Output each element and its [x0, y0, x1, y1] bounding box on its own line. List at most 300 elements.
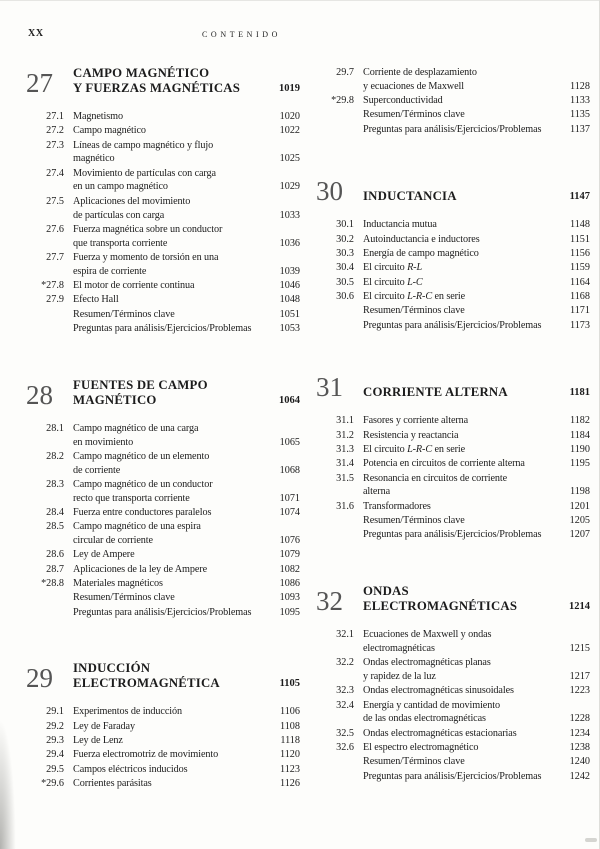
entry-page-number: 1242 [569, 770, 590, 782]
toc-entry-list [328, 628, 590, 783]
entry-title [73, 478, 275, 506]
toc-entry [328, 66, 590, 94]
entry-number: 27.6 [46, 223, 64, 235]
entry-title-line: Preguntas para análisis/Ejercicios/Problemas [363, 770, 542, 782]
entry-title-line: Resumen/Términos clave [363, 756, 465, 768]
chapter-title [363, 584, 563, 614]
entry-page-number: 1198 [570, 486, 590, 498]
entry-page-number: 1051 [279, 308, 300, 320]
entry-number [328, 514, 354, 528]
entry-title [363, 514, 565, 528]
entry-number [328, 319, 354, 333]
entry-number: 29.3 [46, 735, 64, 746]
entry-page-number: 1076 [279, 535, 300, 547]
toc-entry [38, 777, 300, 791]
entry-title-line: Ondas electromagnéticas sinusoidales [363, 685, 514, 697]
entry-number: 27.7 [46, 251, 64, 263]
entry-page-number: 1240 [569, 756, 590, 768]
chapter-title [73, 378, 273, 408]
entry-page-number: 1238 [569, 741, 590, 753]
entry-title-line: Energía de campo magnético [363, 248, 479, 260]
entry-page-number: 1036 [279, 237, 300, 249]
gutter-shadow-artifact [0, 719, 16, 849]
entry-title [363, 218, 565, 232]
entry-page-number: 1190 [570, 443, 590, 455]
entry-page-number: 1071 [279, 492, 300, 504]
chapter-block [26, 378, 300, 620]
chapter-heading [316, 176, 590, 207]
page-header [26, 28, 590, 42]
entry-title-line: Resistencia y reactancia [363, 429, 459, 441]
chapter-number: 30 [316, 176, 343, 207]
toc-columns [26, 66, 590, 833]
chapter-title-line: CORRIENTE ALTERNA [363, 385, 508, 400]
entry-page-number: 1120 [280, 749, 300, 761]
entry-page-number: 1086 [279, 578, 300, 590]
entry-page-number: 1207 [569, 529, 590, 541]
entry-title-line: El circuito L-R-C en serie [363, 290, 466, 302]
chapter-heading [316, 584, 590, 617]
entry-title-line: Preguntas para análisis/Ejercicios/Problemas [73, 322, 252, 334]
entry-page-number: 1182 [570, 415, 590, 427]
entry-page-number: 1205 [569, 514, 590, 526]
entry-title [363, 319, 565, 333]
toc-entry [38, 195, 300, 223]
entry-title-line: de partículas con carga [73, 209, 165, 221]
entry-title [363, 656, 565, 684]
entry-title [363, 727, 565, 741]
toc-entry [328, 414, 590, 428]
entry-title-line: Corriente de desplazamiento [363, 67, 477, 78]
entry-page-number: 1074 [279, 507, 300, 519]
entry-number: 27.2 [46, 125, 64, 137]
entry-page-number: 1156 [570, 248, 590, 260]
entry-title-line: Magnetismo [73, 111, 123, 122]
entry-title-line: Efecto Hall [73, 294, 119, 306]
entry-page-number: 1108 [280, 720, 300, 732]
toc-entry [38, 251, 300, 279]
entry-number: 32.3 [336, 685, 354, 697]
entry-title [73, 563, 275, 577]
entry-page-number: 1126 [280, 777, 300, 789]
entry-number: 30.1 [336, 219, 354, 231]
toc-entry [38, 506, 300, 520]
entry-title-line: El circuito R-L [363, 262, 423, 274]
toc-entry [38, 591, 300, 605]
entry-page-number: 1148 [570, 219, 590, 231]
entry-page-number: 1128 [570, 80, 590, 92]
toc-entry [328, 304, 590, 318]
entry-number: 30.6 [336, 290, 354, 302]
chapter-title-line: INDUCTANCIA [363, 189, 457, 204]
entry-title-line: de las ondas electromagnéticas [363, 713, 486, 725]
chapter-number: 31 [316, 372, 343, 403]
toc-entry [38, 548, 300, 562]
entry-title [73, 748, 275, 762]
toc-entry [38, 720, 300, 734]
toc-entry [38, 563, 300, 577]
toc-entry [328, 94, 590, 108]
entry-page-number: 1053 [279, 322, 300, 334]
entry-number: 28.6 [46, 549, 64, 561]
entry-title [363, 66, 565, 94]
entry-number: 27.1 [46, 111, 64, 122]
entry-title [73, 548, 275, 562]
chapter-title [73, 661, 274, 691]
entry-title-line: Ley de Faraday [73, 720, 135, 732]
corner-mark-artifact [585, 838, 597, 842]
entry-page-number: 1133 [570, 95, 590, 107]
toc-entry [38, 110, 300, 124]
chapter-heading [316, 372, 590, 403]
entry-title [363, 304, 565, 318]
toc-entry [38, 577, 300, 591]
entry-title-line: Fasores y corriente alterna [363, 415, 469, 427]
entry-title [363, 528, 565, 542]
chapter-title-line: ELECTROMAGNÉTICA [73, 676, 220, 691]
entry-title-line: Ondas electromagnéticas planas [363, 657, 491, 669]
entry-title-line: Superconductividad [363, 95, 443, 107]
entry-title-line: Resumen/Términos clave [73, 592, 175, 604]
entry-number: 28.3 [46, 478, 64, 490]
chapter-title-line: ONDAS [363, 584, 409, 599]
entry-page-number: 1195 [570, 458, 590, 470]
chapter-block [26, 661, 300, 790]
entry-number: 31.4 [336, 458, 354, 470]
entry-title [73, 520, 275, 548]
entry-page-number: 1065 [279, 436, 300, 448]
entry-number: 30.3 [336, 248, 354, 260]
entry-title-line: Preguntas para análisis/Ejercicios/Problemas [363, 123, 542, 135]
entry-number: *27.8 [41, 280, 64, 292]
entry-title [363, 628, 565, 656]
entry-number: 32.6 [336, 741, 354, 753]
toc-entry [328, 500, 590, 514]
entry-page-number: 1234 [569, 727, 590, 739]
entry-number: 32.1 [336, 629, 354, 641]
entry-title [73, 139, 275, 167]
entry-number: 30.4 [336, 262, 354, 274]
toc-entry [328, 472, 590, 500]
toc-entry [38, 422, 300, 450]
entry-page-number: 1095 [279, 606, 300, 618]
entry-page-number: 1164 [570, 276, 590, 288]
entry-title-line: y ecuaciones de Maxwell [363, 80, 464, 92]
entry-title-line: y rapidez de la luz [363, 670, 436, 682]
toc-entry [328, 727, 590, 741]
entry-title [363, 247, 565, 261]
entry-number: 31.5 [336, 472, 354, 484]
entry-page-number: 1048 [279, 294, 300, 306]
folio-page-label: XX [28, 28, 44, 39]
entry-title-line: magnético [73, 153, 115, 165]
entry-page-number: 1173 [570, 319, 590, 331]
entry-number: 32.5 [336, 727, 354, 739]
entry-title [73, 167, 275, 195]
toc-entry [328, 528, 590, 542]
toc-entry [328, 247, 590, 261]
entry-title-line: Fuerza magnética sobre un conductor [73, 223, 223, 235]
toc-entry [328, 755, 590, 769]
entry-title-line: El motor de corriente continua [73, 280, 195, 292]
entry-number [328, 108, 354, 122]
entry-number [328, 123, 354, 137]
entry-title [73, 110, 275, 124]
entry-title [73, 322, 275, 336]
toc-entry-list [38, 422, 300, 620]
chapter-number: 29 [26, 663, 53, 694]
entry-title-line: alterna [363, 486, 391, 498]
entry-number [38, 606, 64, 620]
toc-entry [38, 124, 300, 138]
toc-entry [38, 520, 300, 548]
entry-title-line: Campo magnético de un conductor [73, 478, 213, 490]
toc-entry [328, 443, 590, 457]
entry-title [363, 261, 565, 275]
chapter-block [26, 66, 300, 336]
chapter-heading [26, 378, 300, 408]
entry-title [73, 506, 275, 520]
entry-page-number: 1123 [280, 763, 300, 775]
entry-title-line: Fuerza entre conductores paralelos [73, 507, 212, 519]
toc-entry [328, 684, 590, 698]
entry-number: 29.1 [46, 706, 64, 718]
entry-title-line: Materiales magnéticos [73, 578, 163, 590]
chapter-heading [26, 661, 300, 694]
entry-title-line: El espectro electromagnético [363, 741, 479, 753]
toc-entry-list [328, 414, 590, 542]
entry-number: 32.2 [336, 657, 354, 669]
toc-entry [38, 139, 300, 167]
toc-entry [328, 457, 590, 471]
chapter-block [316, 584, 590, 783]
entry-title [363, 457, 565, 471]
entry-number: 27.3 [46, 139, 64, 151]
chapter-block [316, 374, 590, 542]
entry-page-number: 1228 [569, 713, 590, 725]
entry-page-number: 1201 [569, 500, 590, 512]
entry-title-line: recto que transporta corriente [73, 492, 190, 504]
entry-title [73, 720, 275, 734]
entry-title-line: circular de corriente [73, 535, 153, 547]
toc-entry [38, 748, 300, 762]
toc-entry [328, 261, 590, 275]
entry-title-line: en movimiento [73, 436, 134, 448]
entry-title-line: El circuito L-R-C en serie [363, 443, 466, 455]
entry-title [363, 684, 565, 698]
entry-title-line: Potencia en circuitos de corriente alterna [363, 458, 525, 470]
entry-number: 30.5 [336, 276, 354, 288]
toc-entry [328, 233, 590, 247]
entry-title-line: Resumen/Términos clave [363, 109, 465, 121]
entry-page-number: 1079 [279, 549, 300, 561]
entry-number [38, 308, 64, 322]
entry-title [73, 422, 275, 450]
toc-entry-list [38, 705, 300, 790]
toc-entry [328, 628, 590, 656]
entry-title-line: Fuerza electromotriz de movimiento [73, 749, 219, 761]
toc-entry [38, 450, 300, 478]
entry-number: 28.4 [46, 507, 64, 519]
entry-title [73, 308, 275, 322]
entry-title-line: de corriente [73, 464, 121, 476]
entry-title-line: Ley de Ampere [73, 549, 135, 561]
entry-title-line: Campo magnético de un elemento [73, 450, 210, 462]
entry-title [363, 429, 565, 443]
chapter-number: 27 [26, 68, 53, 98]
entry-title [73, 734, 275, 748]
entry-page-number: 1171 [570, 305, 590, 317]
entry-title [363, 94, 565, 108]
entry-title [363, 699, 565, 727]
toc-entry [328, 276, 590, 290]
entry-page-number: 1029 [279, 181, 300, 193]
entry-title-line: El circuito L-C [363, 276, 423, 288]
entry-title [363, 443, 565, 457]
chapter-number: 32 [316, 586, 343, 617]
entry-title [73, 606, 275, 620]
toc-entry [328, 218, 590, 232]
toc-entry [328, 699, 590, 727]
entry-title-line: Autoinductancia e inductores [363, 233, 480, 245]
toc-entry [38, 293, 300, 307]
chapter-title-line: FUENTES DE CAMPO [73, 377, 208, 392]
entry-page-number: 1020 [279, 111, 300, 122]
toc-entry-list [38, 110, 300, 336]
entry-page-number: 1025 [279, 153, 300, 165]
entry-title-line: Aplicaciones del movimiento [73, 195, 191, 207]
entry-title-line: Movimiento de partículas con carga [73, 167, 216, 179]
entry-title-line: Resonancia en circuitos de corriente [363, 472, 508, 484]
entry-title-line: Experimentos de inducción [73, 706, 182, 718]
entry-title [73, 705, 275, 719]
chapter-number: 28 [26, 379, 53, 410]
entry-number [328, 304, 354, 318]
entry-title [73, 195, 275, 223]
entry-number: *29.8 [331, 95, 354, 107]
entry-title-line: Campo magnético de una carga [73, 422, 199, 434]
toc-entry [38, 322, 300, 336]
entry-title [73, 777, 275, 791]
entry-page-number: 1137 [570, 123, 590, 135]
entry-title-line: Transformadores [363, 500, 431, 512]
entry-title-line: Fuerza y momento de torsión en una [73, 251, 219, 263]
entry-number: 28.5 [46, 521, 64, 533]
entry-title-line: Preguntas para análisis/Ejercicios/Problemas [363, 529, 542, 541]
entry-page-number: 1215 [569, 642, 590, 654]
entry-number [328, 528, 354, 542]
entry-title [363, 770, 565, 784]
entry-title-line: Resumen/Términos clave [363, 514, 465, 526]
chapter-title [363, 385, 564, 400]
entry-title [73, 450, 275, 478]
entry-number: 28.1 [46, 422, 64, 434]
toc-entry [38, 167, 300, 195]
entry-title [363, 741, 565, 755]
entry-page-number: 1068 [279, 464, 300, 476]
entry-title-line: Ley de Lenz [73, 735, 123, 746]
entry-title-line: espira de corriente [73, 265, 147, 277]
entry-number: 29.2 [46, 720, 64, 732]
toc-entry [328, 770, 590, 784]
entry-number: 27.9 [46, 294, 64, 306]
toc-entry [38, 763, 300, 777]
entry-title-line: Energía y cantidad de movimiento [363, 699, 500, 711]
toc-entry [328, 108, 590, 122]
entry-page-number: 1184 [570, 429, 590, 441]
entry-title [363, 123, 565, 137]
chapter-title-line: Y FUERZAS MAGNÉTICAS [73, 81, 241, 95]
toc-entry [38, 734, 300, 748]
entry-title-line: Inductancia mutua [363, 219, 437, 231]
toc-entry-list [328, 218, 590, 332]
entry-title [363, 500, 565, 514]
toc-entry [38, 705, 300, 719]
running-head-title: CONTENIDO [202, 30, 282, 39]
entry-title [73, 577, 275, 591]
entry-page-number: 1082 [279, 563, 300, 575]
entry-number [328, 770, 354, 784]
entry-page-number: 1118 [280, 735, 300, 746]
entry-title [73, 591, 275, 605]
entry-number: 28.7 [46, 563, 64, 575]
entry-page-number: 1223 [569, 685, 590, 697]
chapter-title-line: MAGNÉTICO [73, 392, 157, 407]
entry-page-number: 1093 [279, 592, 300, 604]
entry-page-number: 1046 [279, 280, 300, 292]
toc-entry [328, 290, 590, 304]
entry-page-number: 1135 [570, 109, 590, 121]
toc-entry [328, 656, 590, 684]
entry-number [328, 755, 354, 769]
entry-title [73, 251, 275, 279]
entry-number: 31.2 [336, 429, 354, 441]
entry-title-line: Aplicaciones de la ley de Ampere [73, 563, 207, 575]
entry-title [73, 124, 275, 138]
entry-number [38, 322, 64, 336]
entry-number: 30.2 [336, 233, 354, 245]
entry-title [363, 276, 565, 290]
entry-title-line: Preguntas para análisis/Ejercicios/Problemas [73, 606, 252, 618]
entry-title-line: Corrientes parásitas [73, 777, 152, 789]
chapter-title [73, 66, 273, 96]
toc-entry-list [328, 66, 590, 136]
entry-title [73, 763, 275, 777]
entry-title [73, 279, 275, 293]
toc-entry [38, 279, 300, 293]
entry-number: 29.5 [46, 763, 64, 775]
entry-title-line: Resumen/Términos clave [363, 305, 465, 317]
entry-number [38, 591, 64, 605]
entry-title-line: electromagnéticas [363, 642, 435, 654]
toc-entry [328, 123, 590, 137]
entry-title [363, 290, 565, 304]
entry-number: *28.8 [41, 578, 64, 590]
toc-entry [38, 308, 300, 322]
chapter-continuation-block [316, 66, 590, 136]
toc-entry [328, 741, 590, 755]
entry-title [73, 293, 275, 307]
entry-number: 31.3 [336, 443, 354, 455]
entry-number: 29.7 [336, 67, 354, 78]
entry-title-line: Campo magnético [73, 125, 146, 137]
entry-title [363, 755, 565, 769]
entry-title-line: Preguntas para análisis/Ejercicios/Problemas [363, 319, 542, 331]
entry-title-line: que transporta corriente [73, 237, 168, 249]
entry-number: 27.4 [46, 167, 64, 179]
entry-title [363, 233, 565, 247]
toc-column-right [316, 66, 590, 833]
